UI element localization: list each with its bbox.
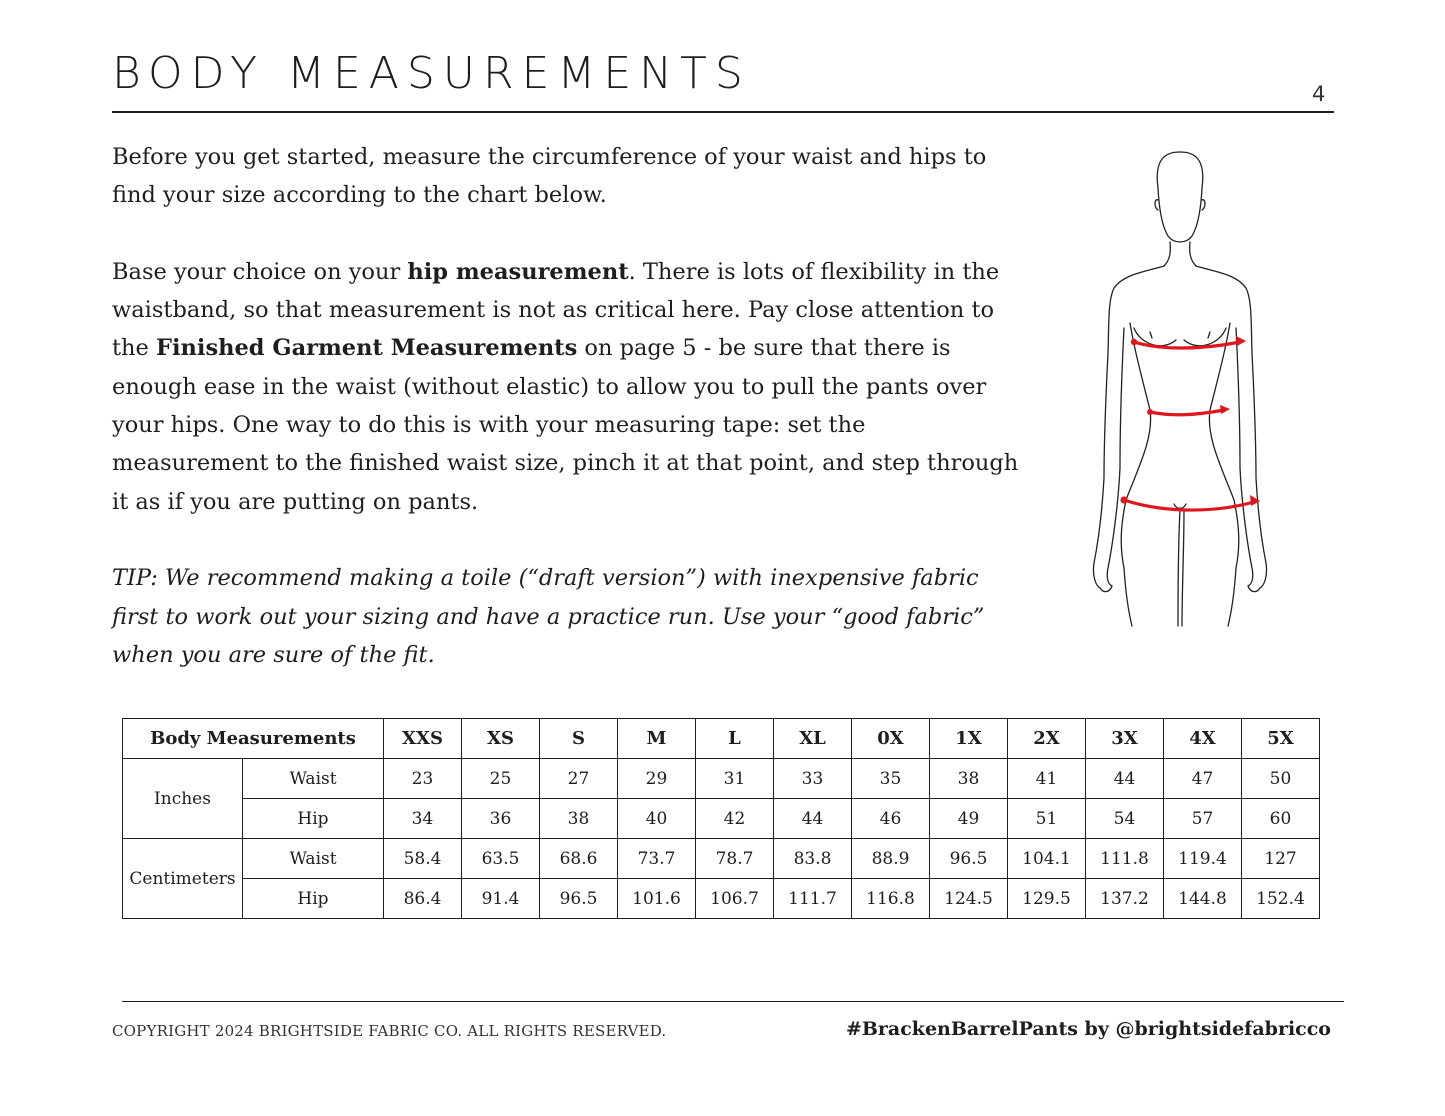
table-cell: 44 bbox=[1086, 759, 1164, 799]
table-row bbox=[123, 879, 1320, 919]
size-header: S bbox=[540, 719, 618, 759]
table-cell: 33 bbox=[774, 759, 852, 799]
table-cell: 127 bbox=[1242, 839, 1320, 879]
table-cell: 86.4 bbox=[384, 879, 462, 919]
table-cell: 119.4 bbox=[1164, 839, 1242, 879]
table-cell: 78.7 bbox=[696, 839, 774, 879]
table-cell: 111.7 bbox=[774, 879, 852, 919]
title-divider bbox=[112, 111, 1334, 113]
table-cell: 57 bbox=[1164, 799, 1242, 839]
page-number: 4 bbox=[1312, 82, 1326, 106]
size-header: XS bbox=[462, 719, 540, 759]
table-cell: 88.9 bbox=[852, 839, 930, 879]
table-cell: 51 bbox=[1008, 799, 1086, 839]
row-label: Hip bbox=[243, 799, 384, 839]
size-header: XXS bbox=[384, 719, 462, 759]
intro-paragraph: Before you get started, measure the circumference of your waist and hips to find your size according to the chart below. bbox=[112, 144, 987, 209]
size-header: 3X bbox=[1086, 719, 1164, 759]
table-cell: 50 bbox=[1242, 759, 1320, 799]
table-cell: 111.8 bbox=[1086, 839, 1164, 879]
table-cell: 101.6 bbox=[618, 879, 696, 919]
table-cell: 23 bbox=[384, 759, 462, 799]
size-header: M bbox=[618, 719, 696, 759]
table-cell: 104.1 bbox=[1008, 839, 1086, 879]
finished-garment-emphasis: Finished Garment Measurements bbox=[156, 335, 578, 362]
table-cell: 36 bbox=[462, 799, 540, 839]
table-cell: 96.5 bbox=[540, 879, 618, 919]
size-header: 1X bbox=[930, 719, 1008, 759]
table-cell: 35 bbox=[852, 759, 930, 799]
table-row bbox=[123, 759, 1320, 799]
size-header: 0X bbox=[852, 719, 930, 759]
table-cell: 116.8 bbox=[852, 879, 930, 919]
table-cell: 60 bbox=[1242, 799, 1320, 839]
table-cell: 106.7 bbox=[696, 879, 774, 919]
table-cell: 124.5 bbox=[930, 879, 1008, 919]
table-cell: 73.7 bbox=[618, 839, 696, 879]
unit-group-label: Inches bbox=[123, 759, 243, 839]
table-cell: 96.5 bbox=[930, 839, 1008, 879]
table-cell: 38 bbox=[930, 759, 1008, 799]
table-cell: 63.5 bbox=[462, 839, 540, 879]
table-cell: 91.4 bbox=[462, 879, 540, 919]
table-row bbox=[123, 799, 1320, 839]
table-header-label: Body Measurements bbox=[123, 719, 384, 759]
table-cell: 68.6 bbox=[540, 839, 618, 879]
table-cell: 29 bbox=[618, 759, 696, 799]
table-cell: 58.4 bbox=[384, 839, 462, 879]
table-cell: 144.8 bbox=[1164, 879, 1242, 919]
row-label: Waist bbox=[243, 839, 384, 879]
size-chart-table bbox=[122, 718, 1320, 919]
row-label: Hip bbox=[243, 879, 384, 919]
table-cell: 46 bbox=[852, 799, 930, 839]
body-measurement-figure-icon bbox=[1080, 148, 1280, 628]
hip-measurement-emphasis: hip measurement bbox=[407, 258, 629, 285]
table-row bbox=[123, 839, 1320, 879]
row-label: Waist bbox=[243, 759, 384, 799]
size-header: 2X bbox=[1008, 719, 1086, 759]
size-header: 4X bbox=[1164, 719, 1242, 759]
size-header: L bbox=[696, 719, 774, 759]
table-cell: 44 bbox=[774, 799, 852, 839]
table-cell: 40 bbox=[618, 799, 696, 839]
page-title: BODY MEASUREMENTS bbox=[112, 48, 751, 99]
table-cell: 27 bbox=[540, 759, 618, 799]
table-cell: 42 bbox=[696, 799, 774, 839]
sizing-paragraph: Base your choice on your hip measurement. There is lots of flexibility in the waistband, so that measurement is not as critical here. Pay close attention to the Finished Garment Measurements on page 5 - be sure that there is enough ease in the waist (without elastic) to allow you to pull the pants over your hips. One way to do this is with your measuring tape: set the measurement to the finished waist size, pinch it at that point, and step through it as if you are putting on pants. bbox=[112, 258, 1019, 515]
table-cell: 31 bbox=[696, 759, 774, 799]
table-cell: 34 bbox=[384, 799, 462, 839]
table-cell: 25 bbox=[462, 759, 540, 799]
table-cell: 137.2 bbox=[1086, 879, 1164, 919]
table-cell: 54 bbox=[1086, 799, 1164, 839]
table-cell: 83.8 bbox=[774, 839, 852, 879]
table-cell: 129.5 bbox=[1008, 879, 1086, 919]
table-cell: 41 bbox=[1008, 759, 1086, 799]
table-cell: 152.4 bbox=[1242, 879, 1320, 919]
unit-group-label: Centimeters bbox=[123, 839, 243, 919]
footer-hashtag: #BrackenBarrelPants by @brightsidefabricco bbox=[845, 1018, 1331, 1040]
table-header-row bbox=[123, 719, 1320, 759]
size-header: XL bbox=[774, 719, 852, 759]
table-cell: 47 bbox=[1164, 759, 1242, 799]
table-cell: 49 bbox=[930, 799, 1008, 839]
instructions-text bbox=[112, 138, 1022, 674]
table-cell: 38 bbox=[540, 799, 618, 839]
size-header: 5X bbox=[1242, 719, 1320, 759]
copyright-notice: COPYRIGHT 2024 BRIGHTSIDE FABRIC CO. ALL RIGHTS RESERVED. bbox=[112, 1022, 667, 1040]
tip-paragraph: TIP: We recommend making a toile (“draft version”) with inexpensive fabric first to work out your sizing and have a practice run. Use your “good fabric” when you are sure of the fit. bbox=[112, 565, 985, 668]
footer-divider bbox=[122, 1001, 1344, 1002]
